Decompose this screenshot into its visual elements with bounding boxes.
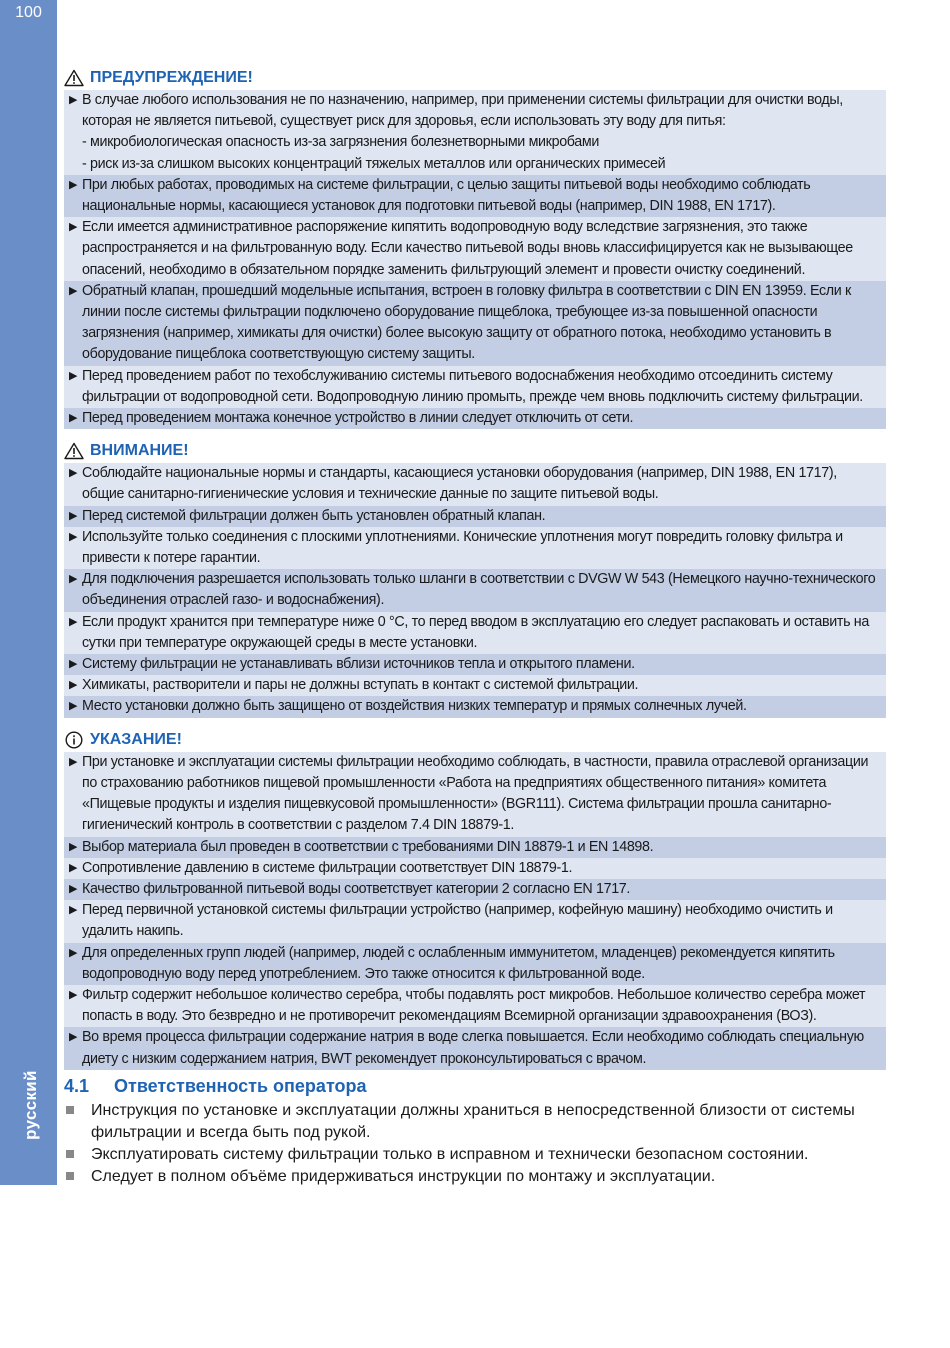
list-item-text: Сопротивление давлению в системе фильтрации соответствует DIN 18879-1. xyxy=(82,859,573,876)
list-item xyxy=(66,1166,886,1188)
operator-responsibility-list xyxy=(64,1100,886,1188)
note-block xyxy=(64,728,886,1070)
list-item-text: Инструкция по установке и эксплуатации должны храниться в непосредственной близости от системы фильтрации и всегда быть под рукой. xyxy=(91,1101,855,1141)
triangle-bullet-icon: ▶ xyxy=(68,755,78,768)
note-title xyxy=(64,728,886,752)
triangle-bullet-icon: ▶ xyxy=(68,882,78,895)
page-content xyxy=(64,66,886,1188)
triangle-bullet-icon: ▶ xyxy=(68,467,78,480)
section-title: Ответственность оператора xyxy=(114,1076,367,1097)
sidebar-strip xyxy=(0,0,57,1185)
triangle-bullet-icon: ▶ xyxy=(68,988,78,1001)
list-item xyxy=(66,1144,886,1166)
warning-title xyxy=(64,66,886,90)
triangle-bullet-icon: ▶ xyxy=(68,615,78,628)
section-number: 4.1 xyxy=(64,1076,90,1097)
caution-list xyxy=(64,463,886,717)
list-item-text: Систему фильтрации не устанавливать вблизи источников тепла и открытого пламени. xyxy=(82,656,635,673)
list-item-text: Химикаты, растворители и пары не должны вступать в контакт с системой фильтрации. xyxy=(82,677,639,694)
list-item xyxy=(64,675,886,696)
list-item xyxy=(64,463,886,505)
list-item-text: Перед первичной установкой системы фильтрации устройство (например, кофейную машину) необходимо очистить и удалить накипь. xyxy=(82,902,833,940)
list-item-text: При любых работах, проводимых на системе фильтрации, с целью защиты питьевой воды необходимо соблюдать национальные нормы, касающиеся установок для подготовки питьевой воды (например, DIN 1988, EN 1717). xyxy=(82,176,811,215)
list-item-text: Обратный клапан, прошедший модельные испытания, встроен в головку фильтра в соответствии с DIN EN 13959. Если к линии после системы фильтрации подключено оборудование пищеблока, требующее из-за повышенной опасности загрязнения (например, химикаты для очистки) более высокую защиту от обратного потока, необходимо установить в оборудование пищеблока соответствующую систему защиты. xyxy=(82,282,851,363)
caution-title xyxy=(64,439,886,463)
triangle-bullet-icon: ▶ xyxy=(68,509,78,522)
warning-triangle-icon xyxy=(64,69,84,87)
list-item-text: В случае любого использования не по назначению, например, при применении системы фильтрации для очистки воды, которая не является питьевой, существует риск для здоровья, если использовать эту воду для питья: - микробиологическая опасность из-за загрязнения болезнетворными микробами - риск из-за слишком высоких концентраций тяжелых металлов или органических примесей xyxy=(82,92,843,172)
list-item xyxy=(66,1100,886,1144)
list-item xyxy=(64,879,886,900)
list-item-text: Для подключения разрешается использовать только шланги в соответствии с DVGW W 543 (Немецкого научно-технического объединения отраслей газо- и водоснабжения). xyxy=(82,571,876,609)
list-item-text: Если имеется административное распоряжение кипятить водопроводную воду вследствие загрязнения, это также распространяется и на фильтрованную воду. Если качество питьевой воды вновь классифицируется как не вызывающее опасений, необходимо в обязательном порядке заменить фильтрующий элемент и провести очистку соединений. xyxy=(82,219,853,278)
list-item-text: Эксплуатировать систему фильтрации только в исправном и технически безопасном состоянии. xyxy=(91,1145,809,1163)
list-item-text: Качество фильтрованной питьевой воды соответствует категории 2 согласно EN 1717. xyxy=(82,880,631,897)
list-item-text: Если продукт хранится при температуре ниже 0 °C, то перед вводом в эксплуатацию его следует распаковать и оставить на сутки при температуре окружающей среды в месте установки. xyxy=(82,613,869,651)
square-bullet-icon xyxy=(66,1172,74,1180)
list-item xyxy=(64,985,886,1027)
square-bullet-icon xyxy=(66,1106,74,1114)
triangle-bullet-icon: ▶ xyxy=(68,369,78,382)
list-item xyxy=(64,527,886,569)
list-item xyxy=(64,175,886,217)
list-item-text: Используйте только соединения с плоскими уплотнениями. Конические уплотнения могут повредить головку фильтра и привести к потере гарантии. xyxy=(82,528,843,567)
list-item xyxy=(64,1027,886,1069)
list-item xyxy=(64,408,886,429)
list-item-text: Соблюдайте национальные нормы и стандарты, касающиеся установки оборудования (например, DIN 1988, EN 1717), общие санитарно-гигиенические условия и технические данные по защите питьевой воды. xyxy=(82,465,837,503)
triangle-bullet-icon: ▶ xyxy=(68,221,78,234)
list-item xyxy=(64,943,886,985)
triangle-bullet-icon: ▶ xyxy=(68,94,78,106)
list-item-text: Перед системой фильтрации должен быть установлен обратный клапан. xyxy=(82,507,546,524)
list-item xyxy=(64,837,886,858)
warning-block xyxy=(64,66,886,429)
caution-title-text: ВНИМАНИЕ! xyxy=(90,442,189,460)
triangle-bullet-icon: ▶ xyxy=(68,700,78,713)
warning-list xyxy=(64,90,886,429)
list-item xyxy=(64,569,886,611)
triangle-bullet-icon: ▶ xyxy=(68,284,78,297)
triangle-bullet-icon: ▶ xyxy=(68,658,78,671)
list-item xyxy=(64,654,886,675)
list-item xyxy=(64,366,886,408)
list-item xyxy=(64,90,886,175)
list-item xyxy=(64,281,886,366)
sidebar-language-label: русский xyxy=(21,1070,40,1140)
triangle-bullet-icon: ▶ xyxy=(68,178,78,191)
list-item-text: Место установки должно быть защищено от воздействия низких температур и прямых солнечных лучей. xyxy=(82,698,747,715)
warning-title-text: ПРЕДУПРЕЖДЕНИЕ! xyxy=(90,69,253,86)
list-item xyxy=(64,752,886,837)
list-item xyxy=(64,612,886,654)
triangle-bullet-icon: ▶ xyxy=(68,861,78,874)
list-item-text: При установке и эксплуатации системы фильтрации необходимо соблюдать, в частности, правила отраслевой организации по страхованию работников пищевой промышленности «Работа на предприятиях общественного питания» комитета «Пищевые продукты и изделия пищевкусовой промышленности» (BGR111). Система фильтрации прошла санитарно-гигиенический контроль в соответствии с разделом 7.4 DIN 18879-1. xyxy=(82,753,869,834)
page-number: 100 xyxy=(15,4,42,21)
square-bullet-icon xyxy=(66,1150,74,1158)
triangle-bullet-icon: ▶ xyxy=(68,573,78,586)
triangle-bullet-icon: ▶ xyxy=(68,412,78,425)
warning-triangle-icon xyxy=(64,442,84,460)
triangle-bullet-icon: ▶ xyxy=(68,679,78,692)
list-item-text: Следует в полном объёме придерживаться инструкции по монтажу и эксплуатации. xyxy=(91,1167,716,1185)
note-title-text: УКАЗАНИЕ! xyxy=(90,730,182,748)
triangle-bullet-icon: ▶ xyxy=(68,904,78,917)
list-item xyxy=(64,900,886,942)
triangle-bullet-icon: ▶ xyxy=(68,946,78,959)
list-item xyxy=(64,696,886,717)
list-item xyxy=(64,217,886,281)
caution-block xyxy=(64,439,886,717)
section-4-1-heading xyxy=(64,1074,886,1100)
list-item-text: Фильтр содержит небольшое количество серебра, чтобы подавлять рост микробов. Небольшое количество серебра может попасть в воду. Это безвредно и не противоречит рекомендациям Всемирной организации здравоохранения (ВОЗ). xyxy=(82,986,866,1025)
list-item xyxy=(64,858,886,879)
triangle-bullet-icon: ▶ xyxy=(68,840,78,853)
list-item-text: Выбор материала был проведен в соответствии с требованиями DIN 18879-1 и EN 14898. xyxy=(82,838,654,855)
triangle-bullet-icon: ▶ xyxy=(68,1031,78,1044)
list-item-text: Перед проведением работ по техобслуживанию системы питьевого водоснабжения необходимо отсоединить систему фильтрации от водопроводной сети. Водопроводную линию промыть, прежде чем вновь подключить систему фильтрации. xyxy=(82,367,863,405)
triangle-bullet-icon: ▶ xyxy=(68,530,78,543)
list-item-text: Во время процесса фильтрации содержание натрия в воде слегка повышается. Если необходимо соблюдать специальную диету с низким содержанием натрия, BWT рекомендует проконсультироваться с врачом. xyxy=(82,1029,864,1067)
list-item-text: Для определенных групп людей (например, людей с ослабленным иммунитетом, младенцев) рекомендуется кипятить водопроводную воду перед употреблением. Это также относится к фильтрованной воде. xyxy=(82,944,835,982)
note-list xyxy=(64,752,886,1070)
list-item xyxy=(64,506,886,527)
list-item-text: Перед проведением монтажа конечное устройство в линии следует отключить от сети. xyxy=(82,410,634,427)
info-circle-icon xyxy=(64,731,84,749)
